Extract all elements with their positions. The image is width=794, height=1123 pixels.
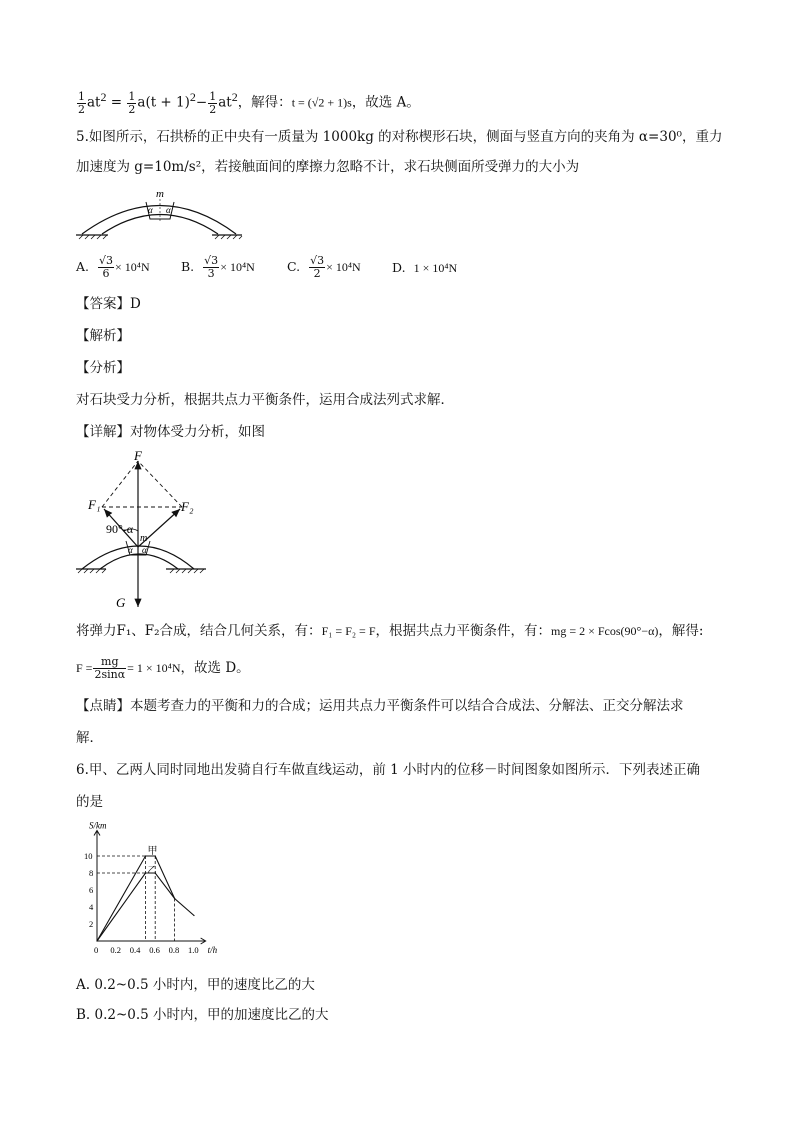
force-label-alpha-left: α [128,545,133,555]
half-fraction: $\frac{1}{2}$ [78,89,85,116]
figure-label-alpha-left: α [148,205,153,215]
x-tick-label: 0.2 [110,945,122,955]
x-tick-label: 0.8 [168,945,180,955]
y-axis-label: S/km [89,820,107,831]
series-label-1: 甲 [147,846,158,857]
force-diagram [76,447,241,617]
y-tick-label: 4 [89,902,94,912]
analysis-heading: 【解析】 [76,328,130,344]
result-fraction: $\frac{mg}{2\sin\alpha}$ [94,655,126,681]
half-fraction: $\frac{1}{2}$ [128,89,136,116]
force-label-angle: 90°-α [106,522,134,536]
force-label-alpha-right: α [142,545,147,555]
option-d[interactable]: D. 1 × 10⁴N [392,260,458,275]
q4-solve-label: ，解得： [237,94,292,111]
q4-mid: a(t + 1) [137,94,190,111]
figure-label-m: m [156,188,164,200]
y-tick-label: 10 [84,851,93,861]
option-c[interactable]: C. $\frac{√3}{2}$ × 10⁴N [287,254,361,280]
option-b[interactable]: B. $\frac{√3}{3}$ × 10⁴N [181,254,255,280]
st-chart [76,820,226,960]
y-tick-label: 8 [89,868,94,878]
figure-label-alpha-right: α [166,205,171,215]
data-point [193,915,194,916]
data-point [174,898,175,899]
q4-formula-line: $\frac{1}{2}$ $at^2$ = $\frac{1}{2}$ $a(t + 1)^2-$ $\frac{1}{2}$ $at^2$，解得：t = (√2 + 1)s，故选 A。 [78,89,420,116]
series-label-2: 乙 [147,865,157,875]
force-label-m: m [140,533,148,544]
option-a[interactable]: A. $\frac{√3}{6}$ × 10⁴N [76,254,150,280]
answer-line: 【答案】D [76,296,141,312]
data-point [145,872,146,873]
detail-text: 【详解】对物体受力分析，如图 [76,424,265,440]
fenxi-text: 对石块受力分析，根据共点力平衡条件，运用合成法列式求解． [76,392,454,408]
q5-stem-line2: 加速度为 g=10m/s²，若接触面间的摩擦力忽略不计，求石块侧面所受弹力的大小为 [76,159,580,175]
q6-stem-line1: 6.甲、乙两人同时同地出发骑自行车做直线运动，前 1 小时内的位移－时间图象如图所示．下列表述正确 [76,762,701,778]
q4-conclusion: ，故选 A。 [351,94,420,111]
combine-line: 将弹力F₁、F₂合成，结合几何关系，有：F₁ = F₂ = F，根据共点力平衡条件，有：mg = 2 × Fcos(90°−α)，解得: [76,623,704,639]
y-tick-label: 6 [89,885,94,895]
half-fraction: $\frac{1}{2}$ [209,89,217,116]
dianjing-line1: 【点睛】本题考查力的平衡和力的合成；运用共点力平衡条件可以结合合成法、分解法、正交分解法求 [76,698,684,714]
x-tick-label: 0.6 [149,945,160,955]
data-point [145,855,146,856]
q6-stem-line2: 的是 [76,794,103,810]
dianjing-line2: 解． [76,730,103,746]
result-line: F = $\frac{mg}{2\sin\alpha}$ = 1 × 10⁴N，故选 D。 [76,655,250,681]
force-label-F1: F₁ [88,497,101,512]
q4-at: at [87,94,101,111]
y-tick-label: 2 [89,919,94,929]
q6-option-a[interactable]: A. 0.2~0.5 小时内，甲的速度比乙的大 [76,977,315,993]
q5-stem-line1: 5.如图所示，石拱桥的正中央有一质量为 1000kg 的对称楔形石块，侧面与竖直方向的夹角为 α=30⁰，重力 [76,129,723,145]
q6-option-b[interactable]: B. 0.2~0.5 小时内，甲的加速度比乙的大 [76,1007,329,1023]
x-axis-label: t/h [207,945,218,955]
x-tick-label: 0.4 [129,945,141,955]
arch-bridge-figure [76,183,246,243]
x-tick-label: 1.0 [188,945,199,955]
data-point [96,940,97,941]
force-label-G: G [116,595,126,610]
x-tick-label: 0 [94,945,99,955]
force-label-F2: F₂ [181,499,194,514]
fenxi-heading: 【分析】 [76,360,130,376]
force-label-F: F [134,448,142,463]
series-line-2 [97,873,175,941]
q4-result: t = (√2 + 1)s [291,95,352,110]
